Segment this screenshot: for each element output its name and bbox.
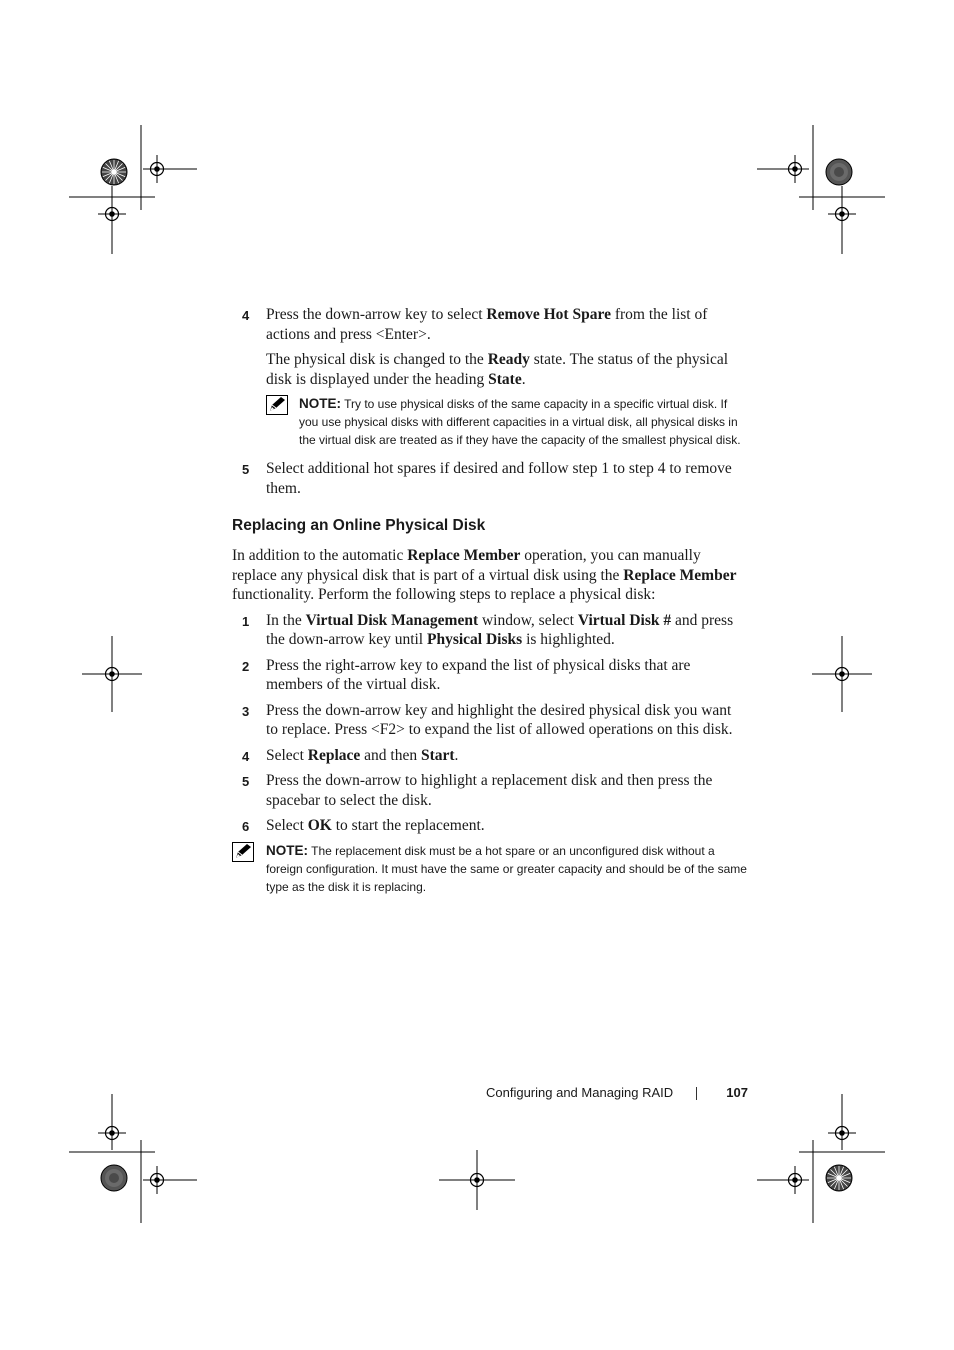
step-text: Press the down-arrow key and highlight the desired physical disk you want to replace. Press <F2> to expand the list of allowed operations on this disk. (266, 701, 733, 738)
text-run: and then (360, 746, 421, 764)
step-text (266, 816, 747, 836)
note-text (266, 842, 747, 896)
color-wheel-icon (101, 1165, 127, 1191)
text-run: . (454, 746, 459, 764)
note-body: The replacement disk must be a hot spare or an unconfigured disk without a foreign configuration. It must have the same or greater capacity and should be of the same type as the disk it is replacing. (266, 843, 747, 894)
ui-term: Replace Member (407, 547, 521, 564)
text-run: from the list of actions and press <Enter>. (266, 306, 708, 343)
ui-term: Replace Member (623, 566, 737, 584)
note-label: NOTE: (266, 842, 308, 858)
text-run: operation, you can manually replace any physical disk that is part of a virtual disk using the (232, 547, 701, 584)
registration-mark-icon (98, 200, 126, 228)
footer-chapter-title: Configuring and Managing RAID (486, 1085, 674, 1100)
color-wheel-icon (826, 1165, 852, 1191)
section-intro (232, 546, 747, 605)
step-text: Press the down-arrow to highlight a replacement disk and then press the spacebar to select the disk. (266, 772, 713, 809)
section-heading: Replacing an Online Physical Disk (232, 517, 486, 534)
step-text (266, 611, 747, 650)
step-2 (232, 656, 747, 695)
note-same-capacity (266, 395, 747, 449)
registration-mark-icon (781, 1166, 809, 1194)
step-5-select-hot-spares (232, 459, 747, 498)
step-3 (232, 701, 747, 740)
color-wheel-icon (101, 159, 127, 185)
step-5 (232, 771, 747, 810)
text-run: Press the down-arrow key to select (266, 306, 487, 323)
step-6 (232, 816, 747, 836)
text-run: is highlighted. (522, 631, 615, 648)
ui-term: Start (420, 746, 455, 764)
step-text: Press the right-arrow key to expand the list of physical disks that are members of the virtual disk. (266, 656, 691, 693)
registration-mark-icon (828, 200, 856, 228)
text-run: state. The status of the physical disk is displayed under the heading (266, 351, 729, 388)
ui-term: Remove Hot Spare (486, 306, 611, 323)
color-wheel-icon (826, 159, 852, 185)
text-run: to start the replacement. (331, 817, 485, 834)
step-number: 5 (242, 462, 250, 477)
text-run: . (521, 370, 526, 388)
step-4 (232, 746, 747, 766)
registration-mark-icon (828, 1119, 856, 1147)
text-run: window, select (478, 611, 578, 629)
text-run: Select (266, 746, 308, 764)
step-followup (266, 350, 747, 389)
note-pencil-icon (266, 395, 288, 415)
step-1 (232, 611, 747, 650)
note-pencil-icon (232, 842, 254, 862)
ui-term: Virtual Disk # (577, 611, 672, 629)
page-footer (486, 1083, 748, 1103)
step-number: 5 (242, 774, 250, 789)
page-content (232, 305, 747, 906)
text-run: Select (266, 817, 308, 834)
ui-term: Virtual Disk Management (305, 611, 479, 629)
text-run: The physical disk is changed to the (266, 351, 488, 368)
note-text (299, 395, 747, 449)
step-number: 6 (242, 819, 250, 834)
page-number: 107 (726, 1085, 748, 1100)
step-text (266, 305, 747, 344)
registration-mark-icon (781, 155, 809, 183)
registration-mark-icon (463, 1166, 491, 1194)
step-number: 3 (242, 703, 250, 719)
ui-term: State (488, 370, 522, 388)
text-run: functionality. Perform the following steps to replace a physical disk: (232, 586, 656, 603)
text-run: and press the down-arrow key until (266, 611, 734, 648)
ui-term: Physical Disks (427, 631, 523, 648)
text-run: In addition to the automatic (232, 547, 408, 564)
step-number: 2 (242, 658, 250, 674)
step-4-remove-hot-spare (232, 305, 747, 389)
registration-mark-icon (143, 1166, 171, 1194)
note-body: Try to use physical disks of the same capacity in a specific virtual disk. If you use physical disks with different capacities in a virtual disk, all physical disks in the virtual disk are treated as if they have the capacity of the smallest physical disk. (299, 397, 741, 447)
ui-term: OK (307, 817, 332, 834)
ui-term: Replace (307, 746, 361, 764)
footer-divider (696, 1087, 697, 1100)
step-text (266, 746, 747, 766)
ui-term: Ready (487, 351, 530, 368)
step-number: 1 (242, 613, 250, 629)
step-number: 4 (242, 308, 250, 323)
registration-mark-icon (143, 155, 171, 183)
note-label: NOTE: (299, 396, 341, 411)
note-replacement-disk (232, 842, 747, 896)
step-number: 4 (242, 748, 250, 764)
text-run: In the (266, 611, 306, 629)
step-text: Select additional hot spares if desired and follow step 1 to step 4 to remove them. (266, 460, 732, 497)
registration-mark-icon (98, 1119, 126, 1147)
